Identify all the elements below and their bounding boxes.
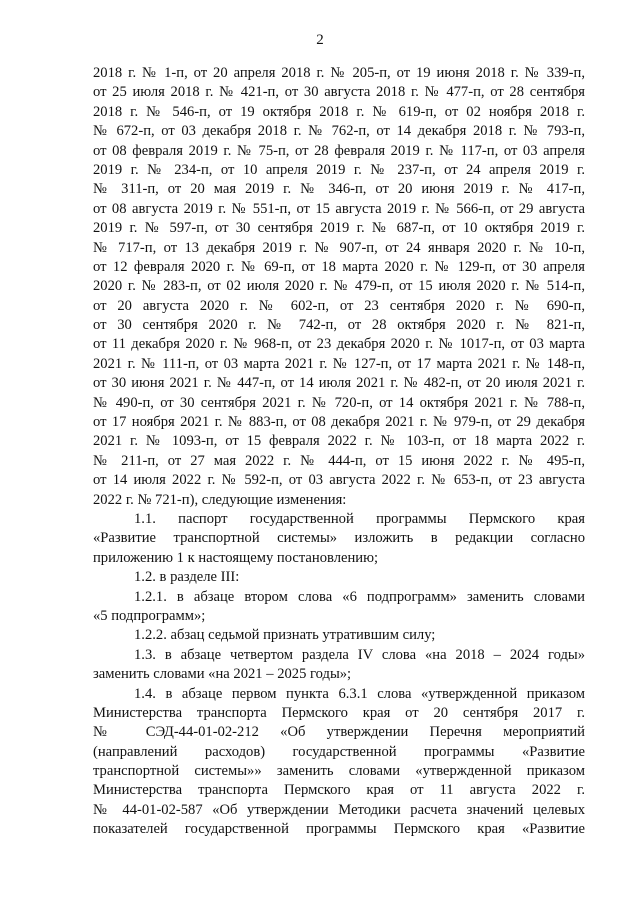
text-line: 2019 г. № 234-п, от 10 апреля 2019 г. № 237-п, от 24 апреля 2019 г. <box>93 161 585 178</box>
text-line: 1.1. паспорт государственной программы Пермского края <box>134 510 585 527</box>
text-line: № 490-п, от 30 сентября 2021 г. № 720-п, от 14 октября 2021 г. № 788-п, <box>93 394 585 411</box>
text-line: № 44-01-02-587 «Об утверждении Методики расчета значений целевых <box>93 801 585 818</box>
document-body-text <box>93 64 585 840</box>
text-line: от 08 августа 2019 г. № 551-п, от 15 августа 2019 г. № 566-п, от 29 августа <box>93 200 585 217</box>
text-line: № 717-п, от 13 декабря 2019 г. № 907-п, от 24 января 2020 г. № 10-п, <box>93 239 585 256</box>
text-line: от 11 декабря 2020 г. № 968-п, от 23 декабря 2020 г. № 1017-п, от 03 марта <box>93 336 585 353</box>
text-line: № 211-п, от 27 мая 2022 г. № 444-п, от 15 июня 2022 г. № 495-п, <box>93 452 585 469</box>
text-line: Министерства транспорта Пермского края от 11 августа 2022 г. <box>93 782 585 799</box>
text-line: от 17 ноября 2021 г. № 883-п, от 08 декабря 2021 г. № 979-п, от 29 декабря <box>93 414 585 431</box>
text-line: от 20 августа 2020 г. № 602-п, от 23 сентября 2020 г. № 690-п, <box>93 297 585 314</box>
text-line: 2020 г. № 283-п, от 02 июля 2020 г. № 479-п, от 15 июля 2020 г. № 514-п, <box>93 278 585 295</box>
text-line: 2021 г. № 111-п, от 03 марта 2021 г. № 127-п, от 17 марта 2021 г. № 148-п, <box>93 355 585 372</box>
text-line: транспортной системы»» заменить словами «утвержденной приказом <box>93 763 585 780</box>
text-line: № 672-п, от 03 декабря 2018 г. № 762-п, от 14 декабря 2018 г. № 793-п, <box>93 123 585 140</box>
text-line: Министерства транспорта Пермского края от 20 сентября 2017 г. <box>93 704 585 721</box>
text-line: 1.2.2. абзац седьмой признать утратившим силу; <box>134 627 436 644</box>
text-line: 1.2.1. в абзаце втором слова «6 подпрограмм» заменить словами <box>134 588 585 605</box>
page-number: 2 <box>316 32 324 48</box>
text-line: от 14 июля 2022 г. № 592-п, от 03 августа 2022 г. № 653-п, от 23 августа <box>93 472 585 489</box>
text-line: от 25 июля 2018 г. № 421-п, от 30 августа 2018 г. № 477-п, от 28 сентября <box>93 84 585 101</box>
text-line: приложению 1 к настоящему постановлению; <box>93 549 379 566</box>
text-line: 2022 г. № 721-п), следующие изменения: <box>93 491 347 508</box>
text-line: «5 подпрограмм»; <box>93 607 206 624</box>
text-line: показателей государственной программы Пермского края «Развитие <box>93 821 585 838</box>
text-line: 2018 г. № 546-п, от 19 октября 2018 г. № 619-п, от 02 ноября 2018 г. <box>93 103 585 120</box>
text-line: 1.3. в абзаце четвертом раздела IV слова «на 2018 – 2024 годы» <box>134 646 585 663</box>
text-line: от 08 февраля 2019 г. № 75-п, от 28 февраля 2019 г. № 117-п, от 03 апреля <box>93 142 585 159</box>
text-line: от 30 июня 2021 г. № 447-п, от 14 июля 2021 г. № 482-п, от 20 июля 2021 г. <box>93 375 585 392</box>
text-line: 1.2. в разделе III: <box>134 569 240 586</box>
text-line: заменить словами «на 2021 – 2025 годы»; <box>93 666 352 683</box>
text-line: 2018 г. № 1-п, от 20 апреля 2018 г. № 205-п, от 19 июня 2018 г. № 339-п, <box>93 65 585 81</box>
text-line: 1.4. в абзаце первом пункта 6.3.1 слова «утвержденной приказом <box>134 685 585 702</box>
text-line: от 12 февраля 2020 г. № 69-п, от 18 марта 2020 г. № 129-п, от 30 апреля <box>93 258 585 275</box>
text-line: 2019 г. № 597-п, от 30 сентября 2019 г. № 687-п, от 10 октября 2019 г. <box>93 220 585 237</box>
text-line: № 311-п, от 20 мая 2019 г. № 346-п, от 20 июня 2019 г. № 417-п, <box>93 181 585 198</box>
text-line: № СЭД-44-01-02-212 «Об утверждении Перечня мероприятий <box>93 724 585 741</box>
text-line: «Развитие транспортной системы» изложить в редакции согласно <box>93 530 585 547</box>
text-line: от 30 сентября 2020 г. № 742-п, от 28 октября 2020 г. № 821-п, <box>93 317 585 334</box>
text-line: 2021 г. № 1093-п, от 15 февраля 2022 г. № 103-п, от 18 марта 2022 г. <box>93 433 585 450</box>
text-line: (направлений расходов) государственной программы «Развитие <box>93 743 585 760</box>
